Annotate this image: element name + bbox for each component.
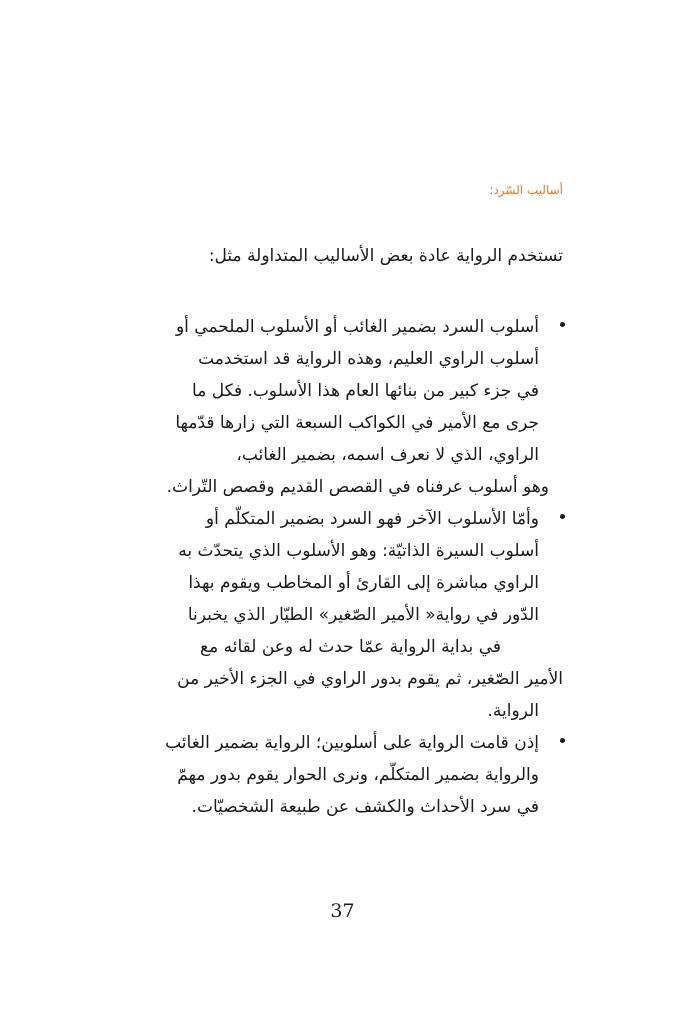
page-number: 37 bbox=[330, 900, 355, 922]
text-line: والرواية بضمير المتكلّم، ونرى الحوار يقوم بدور مهمّ bbox=[177, 765, 539, 785]
text-line: الرواية. bbox=[487, 701, 539, 721]
bullet-dot bbox=[560, 322, 565, 327]
text-line: وهو أسلوب عرفناه في القصص القديم وقصص التّراث. bbox=[166, 477, 549, 497]
intro-paragraph: تستخدم الرواية عادة بعض الأساليب المتداولة مثل: bbox=[208, 246, 563, 266]
bullet-list bbox=[123, 311, 563, 823]
bullet-dot bbox=[560, 514, 565, 519]
bullet-dot bbox=[560, 738, 565, 743]
text-line: في سرد الأحداث والكشف عن طبيعة الشخصيّات. bbox=[191, 797, 539, 817]
text-line: في بداية الرواية عمّا حدث له وعن لقائه مع bbox=[200, 637, 501, 657]
text-line: الدّور في رواية« الأمير الصّغير» الطيّار الذي يخبرنا bbox=[187, 605, 539, 625]
text-line: إذن قامت الرواية على أسلوبين؛ الرواية بضمير الغائب bbox=[165, 733, 539, 753]
section-title: أساليب السّرد: bbox=[489, 183, 563, 197]
text-line: وأمّا الأسلوب الآخر فهو السرد بضمير المتكلّم أو bbox=[205, 509, 539, 529]
text-line: أسلوب السيرة الذاتيّة: وهو الأسلوب الذي يتحدّث به bbox=[178, 541, 539, 561]
text-line: في جزء كبير من بنائها العام هذا الأسلوب. فكل ما bbox=[192, 381, 539, 401]
text-line: جرى مع الأمير في الكواكب السبعة التي زارها قدّمها bbox=[175, 413, 539, 433]
text-line: أسلوب السرد بضمير الغائب أو الأسلوب الملحمي أو bbox=[175, 317, 539, 337]
text-line: الأمير الصّغير، ثم يقوم بدور الراوي في الجزء الأخير من bbox=[177, 669, 563, 689]
text-line: أسلوب الراوي العليم، وهذه الرواية قد استخدمت bbox=[198, 349, 539, 369]
bullet-item-2 bbox=[123, 503, 563, 727]
text-line: الراوي، الذي لا نعرف اسمه، بضمير الغائب، bbox=[236, 445, 539, 465]
bullet-item-1 bbox=[123, 311, 563, 503]
bullet-item-3 bbox=[123, 727, 563, 823]
text-line: الراوي مباشرة إلى القارئ أو المخاطب ويقوم بهذا bbox=[188, 573, 539, 593]
